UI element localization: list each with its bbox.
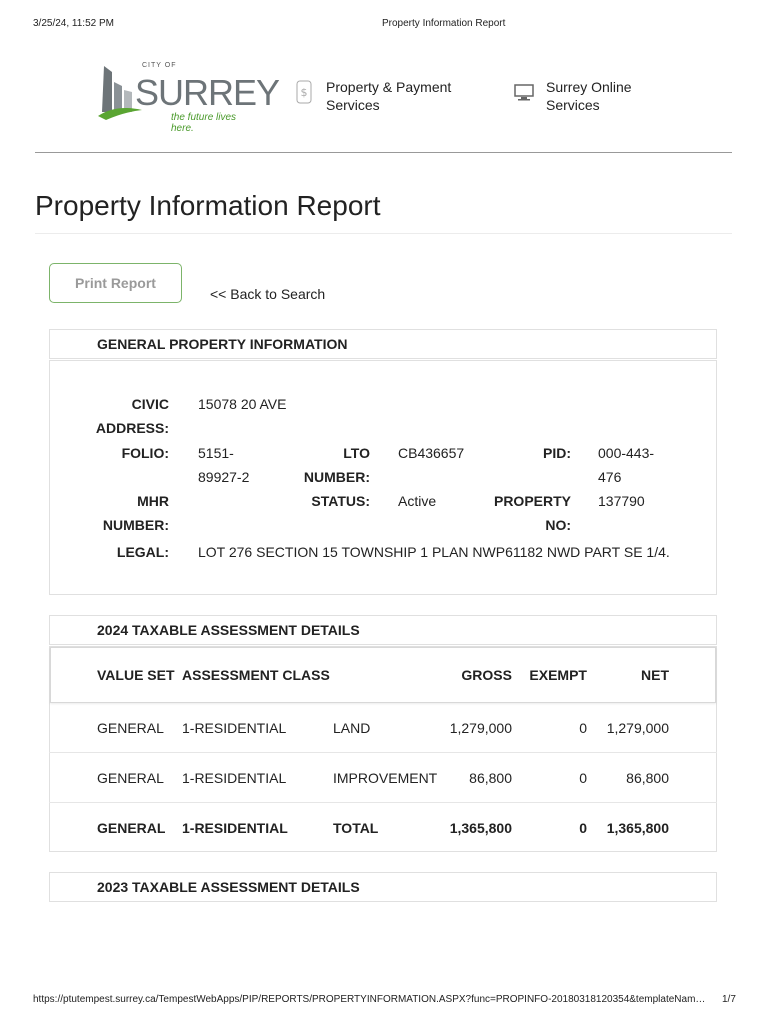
assessment-2024-header: 2024 TAXABLE ASSESSMENT DETAILS — [49, 615, 717, 645]
title-divider — [35, 233, 732, 234]
row-gross: 86,800 — [469, 770, 512, 786]
general-info-panel — [49, 360, 717, 595]
row-net: 1,279,000 — [606, 720, 669, 736]
logo-city-of: CITY OF — [142, 62, 177, 69]
row-divider — [49, 752, 717, 753]
row-value-set: GENERAL — [97, 820, 166, 836]
dollar-card-icon — [292, 78, 316, 106]
col-gross: GROSS — [461, 667, 512, 683]
row-class: 1-RESIDENTIAL — [182, 720, 287, 736]
status-value: Active — [398, 493, 437, 509]
col-net: NET — [641, 667, 669, 683]
status-label: STATUS: — [311, 493, 370, 509]
col-exempt: EXEMPT — [529, 667, 587, 683]
pid-label: PID: — [543, 445, 571, 461]
row-exempt: 0 — [579, 720, 587, 736]
col-value-set: VALUE SET — [97, 667, 175, 683]
mhr-number-label: MHR NUMBER: — [102, 493, 169, 533]
col-assessment-class: ASSESSMENT CLASS — [182, 667, 330, 683]
page-title: Property Information Report — [35, 190, 381, 221]
print-page-indicator: 1/7 — [722, 994, 736, 1005]
nav-property-payment-services[interactable] — [292, 78, 451, 114]
legal-value: LOT 276 SECTION 15 TOWNSHIP 1 PLAN NWP61182 NWD PART SE 1/4. — [198, 544, 670, 560]
row-gross: 1,279,000 — [449, 720, 512, 736]
folio-value: 5151- 89927-2 — [198, 445, 250, 485]
lto-number-label: LTO NUMBER: — [303, 445, 370, 485]
legal-label: LEGAL: — [116, 544, 169, 560]
print-datetime: 3/25/24, 11:52 PM — [33, 18, 114, 29]
row-exempt: 0 — [579, 770, 587, 786]
nav-item-label-line2: Services — [326, 97, 380, 113]
row-class: 1-RESIDENTIAL — [182, 770, 287, 786]
row-net: 86,800 — [626, 770, 669, 786]
row-class: 1-RESIDENTIAL — [182, 820, 288, 836]
logo-tagline: the future lives here. — [171, 112, 237, 134]
property-no-value: 137790 — [598, 493, 645, 509]
logo-surrey: SURREY — [135, 72, 280, 113]
row-value-set: GENERAL — [97, 720, 164, 736]
row-type: LAND — [333, 720, 371, 736]
row-exempt: 0 — [579, 820, 587, 836]
folio-label: FOLIO: — [121, 445, 169, 461]
civic-address-label: CIVIC ADDRESS: — [95, 396, 169, 436]
row-divider — [49, 802, 717, 803]
print-url: https://ptutempest.surrey.ca/TempestWebApps/PIP/REPORTS/PROPERTYINFORMATION.ASPX?func=PROPINFO-20180318120354&templateNam… — [33, 994, 706, 1005]
row-type: IMPROVEMENT — [333, 770, 438, 786]
pid-value: 000-443- 476 — [598, 445, 655, 485]
nav-surrey-online-services[interactable] — [512, 78, 632, 114]
nav-item-label-line1: Surrey Online — [546, 79, 632, 95]
row-gross: 1,365,800 — [449, 820, 512, 836]
city-of-surrey-logo[interactable] — [98, 62, 280, 134]
nav-item-label-line1: Property & Payment — [326, 79, 452, 95]
monitor-icon — [512, 78, 536, 106]
row-value-set: GENERAL — [97, 770, 164, 786]
print-doc-title: Property Information Report — [382, 18, 506, 29]
nav-item-label-line2: Services — [546, 97, 600, 113]
header-divider — [35, 152, 732, 153]
general-info-header: GENERAL PROPERTY INFORMATION — [49, 329, 717, 359]
row-type: TOTAL — [333, 820, 379, 836]
property-no-label: PROPERTY NO: — [493, 493, 571, 533]
row-net: 1,365,800 — [606, 820, 669, 836]
svg-text:$: $ — [300, 86, 308, 99]
assessment-2023-header: 2023 TAXABLE ASSESSMENT DETAILS — [49, 872, 717, 902]
back-to-search-link[interactable]: << Back to Search — [210, 286, 326, 302]
civic-address-value: 15078 20 AVE — [198, 396, 287, 412]
print-report-button[interactable]: Print Report — [49, 263, 182, 303]
lto-number-value: CB436657 — [398, 445, 465, 461]
